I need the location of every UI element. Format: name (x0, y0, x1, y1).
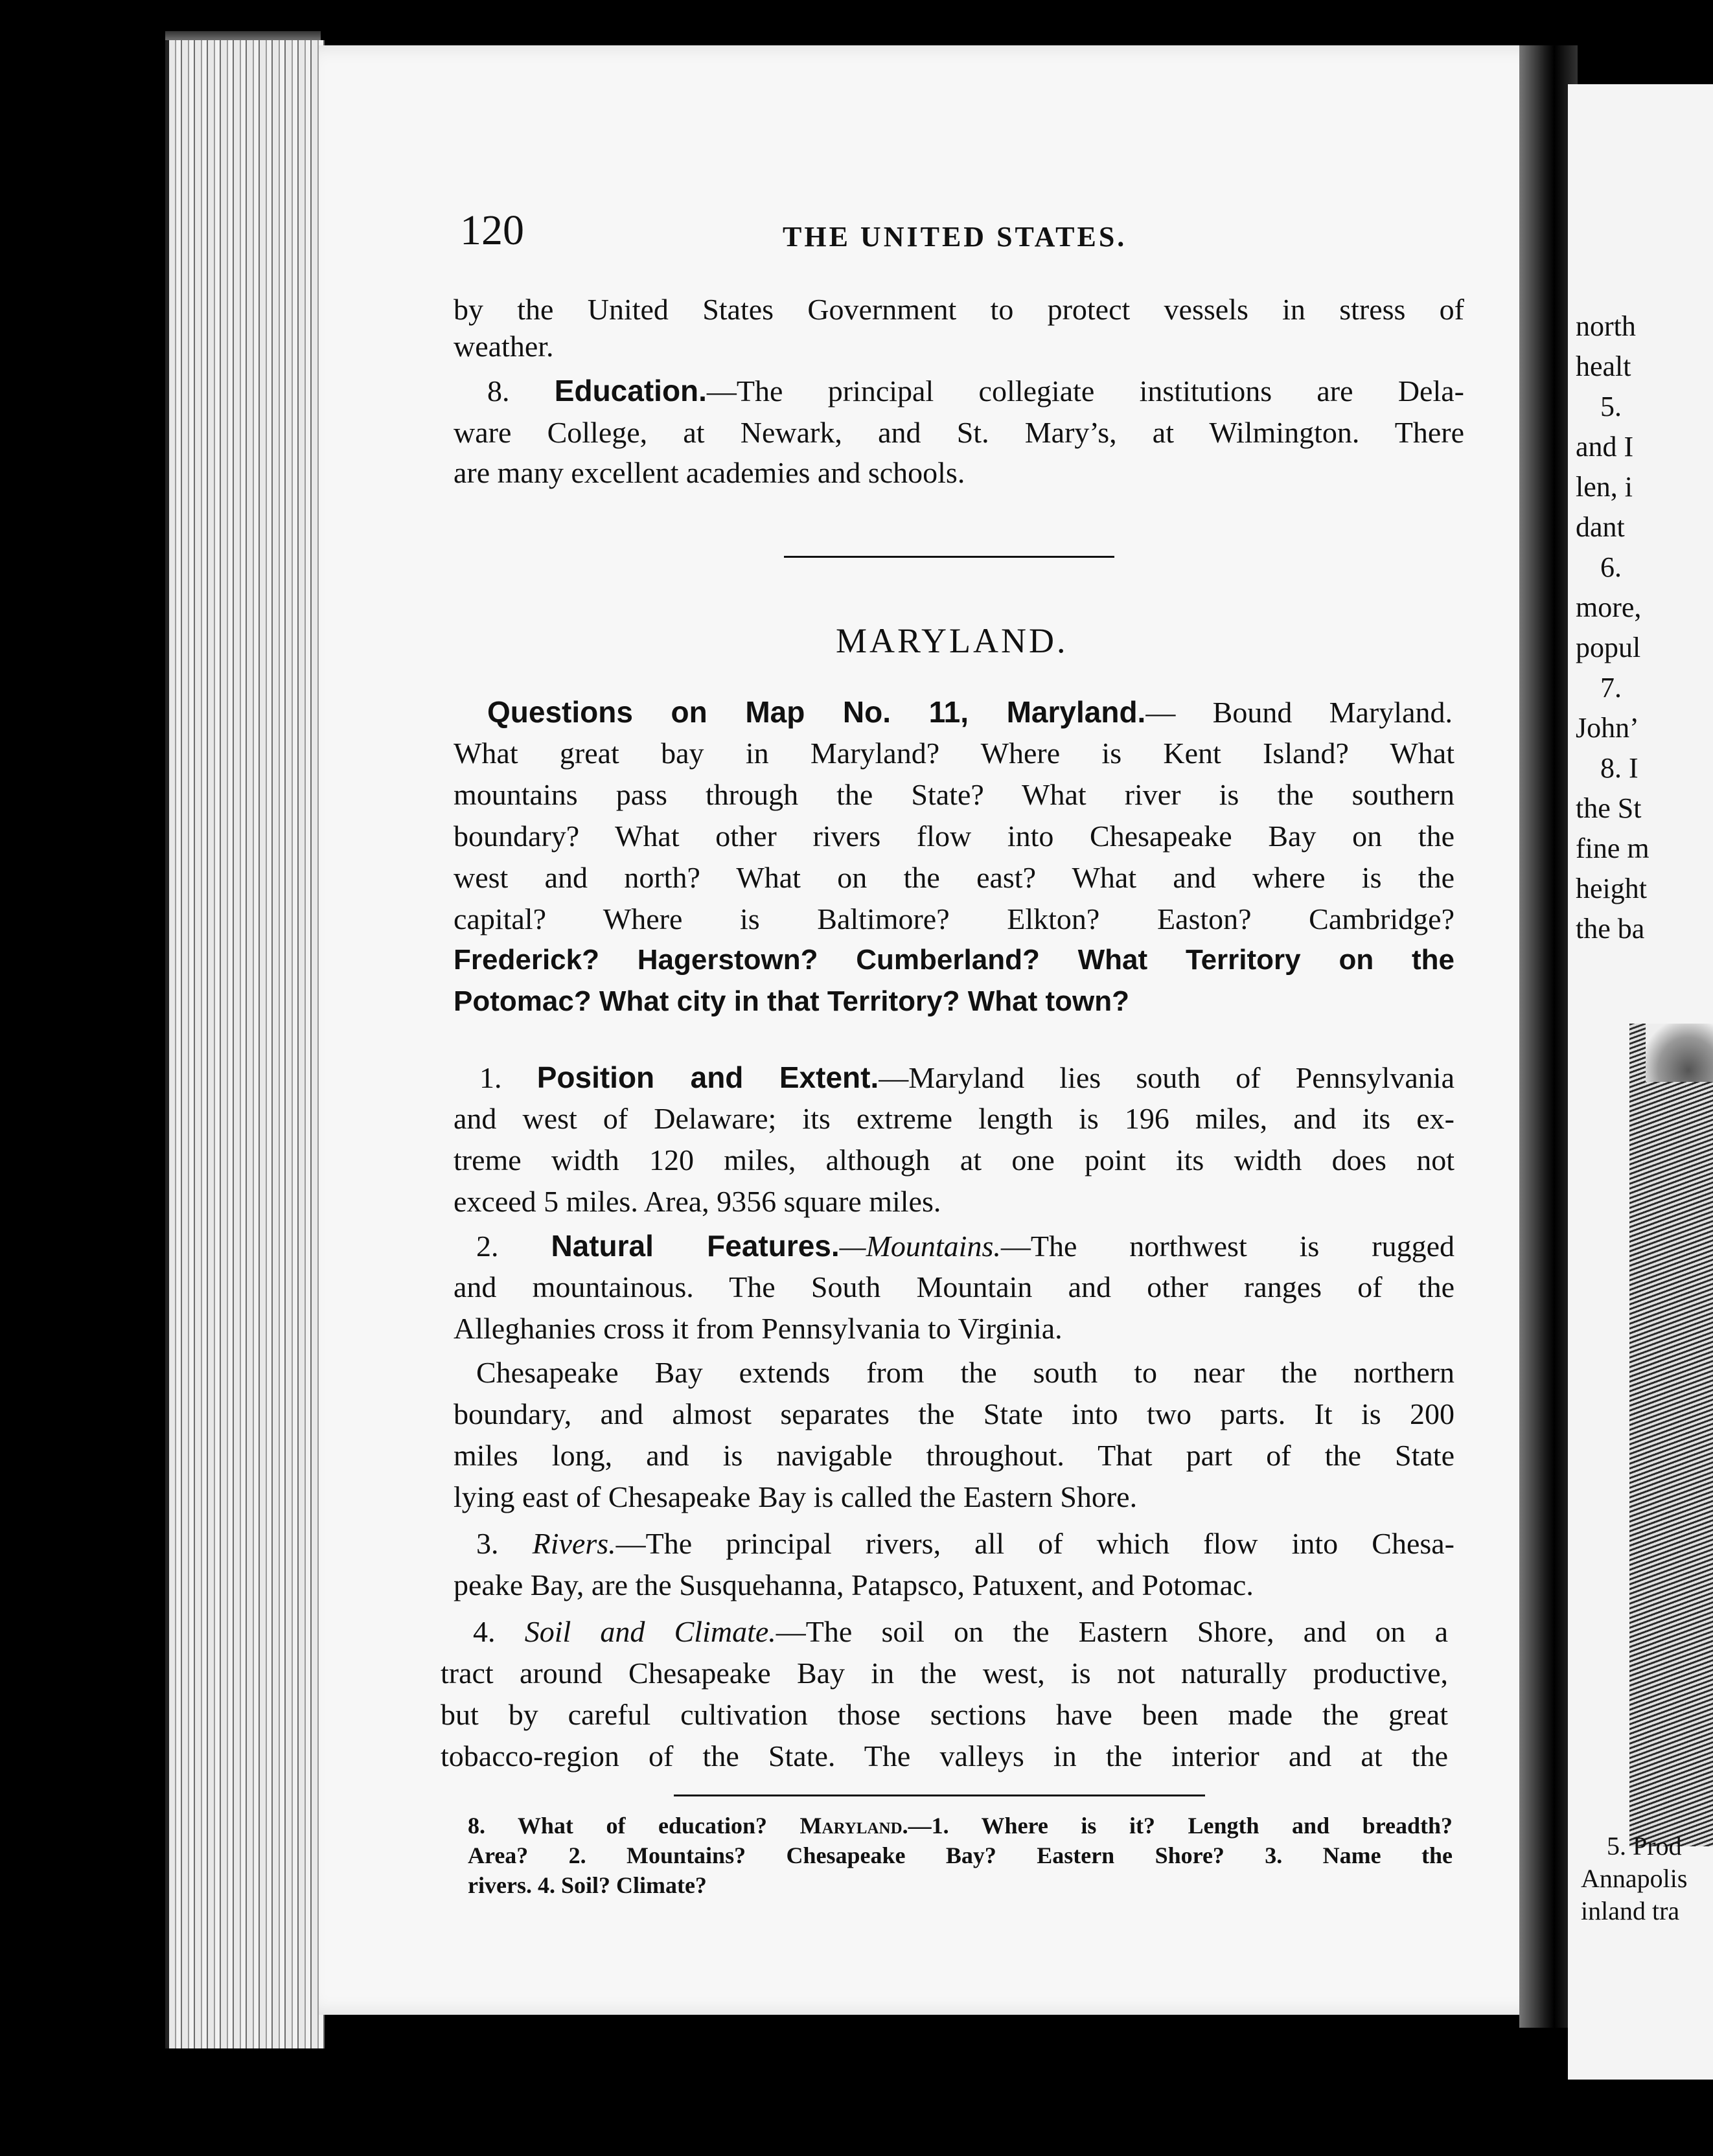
questions-heading: Questions on Map No. 11, Maryland. (487, 695, 1146, 729)
text-line: ware College, at Newark, and St. Mary’s, at Wilmington. There (454, 416, 1464, 449)
text-line: boundary, and almost separates the State into two parts. It is 200 (454, 1397, 1454, 1430)
natural-paragraph (476, 1231, 1454, 1261)
text-run: —Maryland lies south of Pennsylvania (879, 1061, 1455, 1094)
text-run: —The soil on the Eastern Shore, and on a (776, 1615, 1448, 1648)
position-paragraph (479, 1062, 1454, 1093)
facing-line: north (1576, 310, 1636, 342)
text-line: capital? Where is Baltimore? Elkton? Easton? Cambridge? (454, 902, 1454, 935)
book-page-right (1568, 84, 1713, 2080)
paragraph-heading: Education. (554, 374, 707, 407)
facing-line: John’ (1576, 712, 1639, 744)
section-divider (784, 556, 1114, 558)
education-paragraph (487, 376, 1464, 406)
footnote-line: Area? 2. Mountains? Chesapeake Bay? Eastern Shore? 3. Name the (468, 1842, 1453, 1868)
text-run: —The principal collegiate institutions are Dela- (706, 374, 1464, 407)
facing-line: 8. I (1600, 752, 1638, 784)
text-line: weather. (454, 330, 554, 363)
engraving-sky (1646, 1024, 1713, 1082)
text-line: tobacco-region of the State. The valleys in the interior and at the (441, 1739, 1448, 1772)
text-line: What great bay in Maryland? Where is Kent Island? What (454, 737, 1454, 770)
paragraph-number: 3. (476, 1527, 499, 1560)
paragraph-heading: Natural Features. (551, 1229, 840, 1263)
paragraph-number: 1. (479, 1061, 502, 1094)
text-run: —The northwest is rugged (1000, 1230, 1455, 1263)
footnote-line: rivers. 4. Soil? Climate? (468, 1872, 707, 1898)
text-line: but by careful cultivation those sections have been made the great (441, 1698, 1448, 1731)
facing-line: 7. (1600, 672, 1622, 704)
text-line: lying east of Chesapeake Bay is called the Eastern Shore. (454, 1480, 1138, 1513)
text-line: by the United States Government to protect vessels in stress of (454, 293, 1464, 326)
text-line: treme width 120 miles, although at one point its width does not (454, 1143, 1454, 1176)
text-line: peake Bay, are the Susquehanna, Patapsco, Patuxent, and Potomac. (454, 1568, 1254, 1601)
facing-line: the St (1576, 792, 1642, 824)
section-title: MARYLAND. (836, 621, 1068, 660)
facing-line: height (1576, 873, 1647, 904)
paragraph-heading: Soil and Climate. (524, 1615, 776, 1648)
paragraph-number: 8. (487, 374, 510, 407)
facing-line: 5. (1600, 391, 1622, 422)
paragraph-heading: Rivers. (532, 1527, 616, 1560)
facing-line: 6. (1600, 551, 1622, 583)
facing-line: dant (1576, 511, 1625, 543)
facing-line: more, (1576, 591, 1642, 623)
stacked-page-edges (165, 40, 325, 2048)
text-line: Potomac? What city in that Territory? What town? (454, 985, 1129, 1017)
questions-paragraph (487, 697, 1453, 728)
facing-caption: 5. Prod (1607, 1831, 1682, 1861)
text-line: Alleghanies cross it from Pennsylvania to Virginia. (454, 1312, 1063, 1345)
text-run: —1. Where is it? Length and breadth? (908, 1813, 1453, 1839)
footnote-section: Maryland. (799, 1813, 908, 1839)
facing-line: the ba (1576, 913, 1645, 945)
page-number: 120 (460, 207, 524, 254)
text-line: exceed 5 miles. Area, 9356 square miles. (454, 1185, 941, 1218)
text-line: miles long, and is navigable throughout. That part of the State (454, 1439, 1454, 1472)
running-head: THE UNITED STATES. (783, 221, 1127, 253)
text-line: boundary? What other rivers flow into Chesapeake Bay on the (454, 820, 1454, 853)
engraving-illustration (1629, 1024, 1713, 1846)
facing-line: healt (1576, 350, 1631, 382)
rivers-paragraph (476, 1529, 1454, 1559)
facing-line: and I (1576, 431, 1634, 463)
paragraph-number: 2. (476, 1230, 499, 1263)
text-line: and west of Delaware; its extreme length is 196 miles, and its ex- (454, 1102, 1454, 1135)
subheading: —Mountains. (839, 1230, 1001, 1263)
facing-line: len, i (1576, 471, 1633, 503)
text-run: 8. What of education? (468, 1813, 767, 1839)
facing-line: popul (1576, 632, 1641, 663)
facing-caption: Annapolis (1581, 1864, 1688, 1893)
text-run: — Bound Maryland. (1145, 696, 1453, 729)
text-line: and mountainous. The South Mountain and other ranges of the (454, 1270, 1454, 1303)
soil-paragraph (473, 1617, 1448, 1647)
paragraph-number: 4. (473, 1615, 496, 1648)
footnote-divider (674, 1795, 1205, 1796)
text-line: are many excellent academies and schools. (454, 456, 965, 489)
text-line: west and north? What on the east? What and where is the (454, 861, 1454, 894)
text-run: —The principal rivers, all of which flow into Chesa- (615, 1527, 1455, 1560)
text-line: Frederick? Hagerstown? Cumberland? What Territory on the (454, 944, 1454, 976)
facing-line: fine m (1576, 832, 1650, 864)
facing-caption: inland tra (1581, 1896, 1680, 1925)
text-line: mountains pass through the State? What river is the southern (454, 778, 1454, 811)
text-line: Chesapeake Bay extends from the south to near the northern (476, 1356, 1454, 1389)
footnote-line (468, 1814, 1453, 1837)
text-line: tract around Chesapeake Bay in the west, is not naturally productive, (441, 1657, 1448, 1690)
paragraph-heading: Position and Extent. (536, 1061, 879, 1094)
